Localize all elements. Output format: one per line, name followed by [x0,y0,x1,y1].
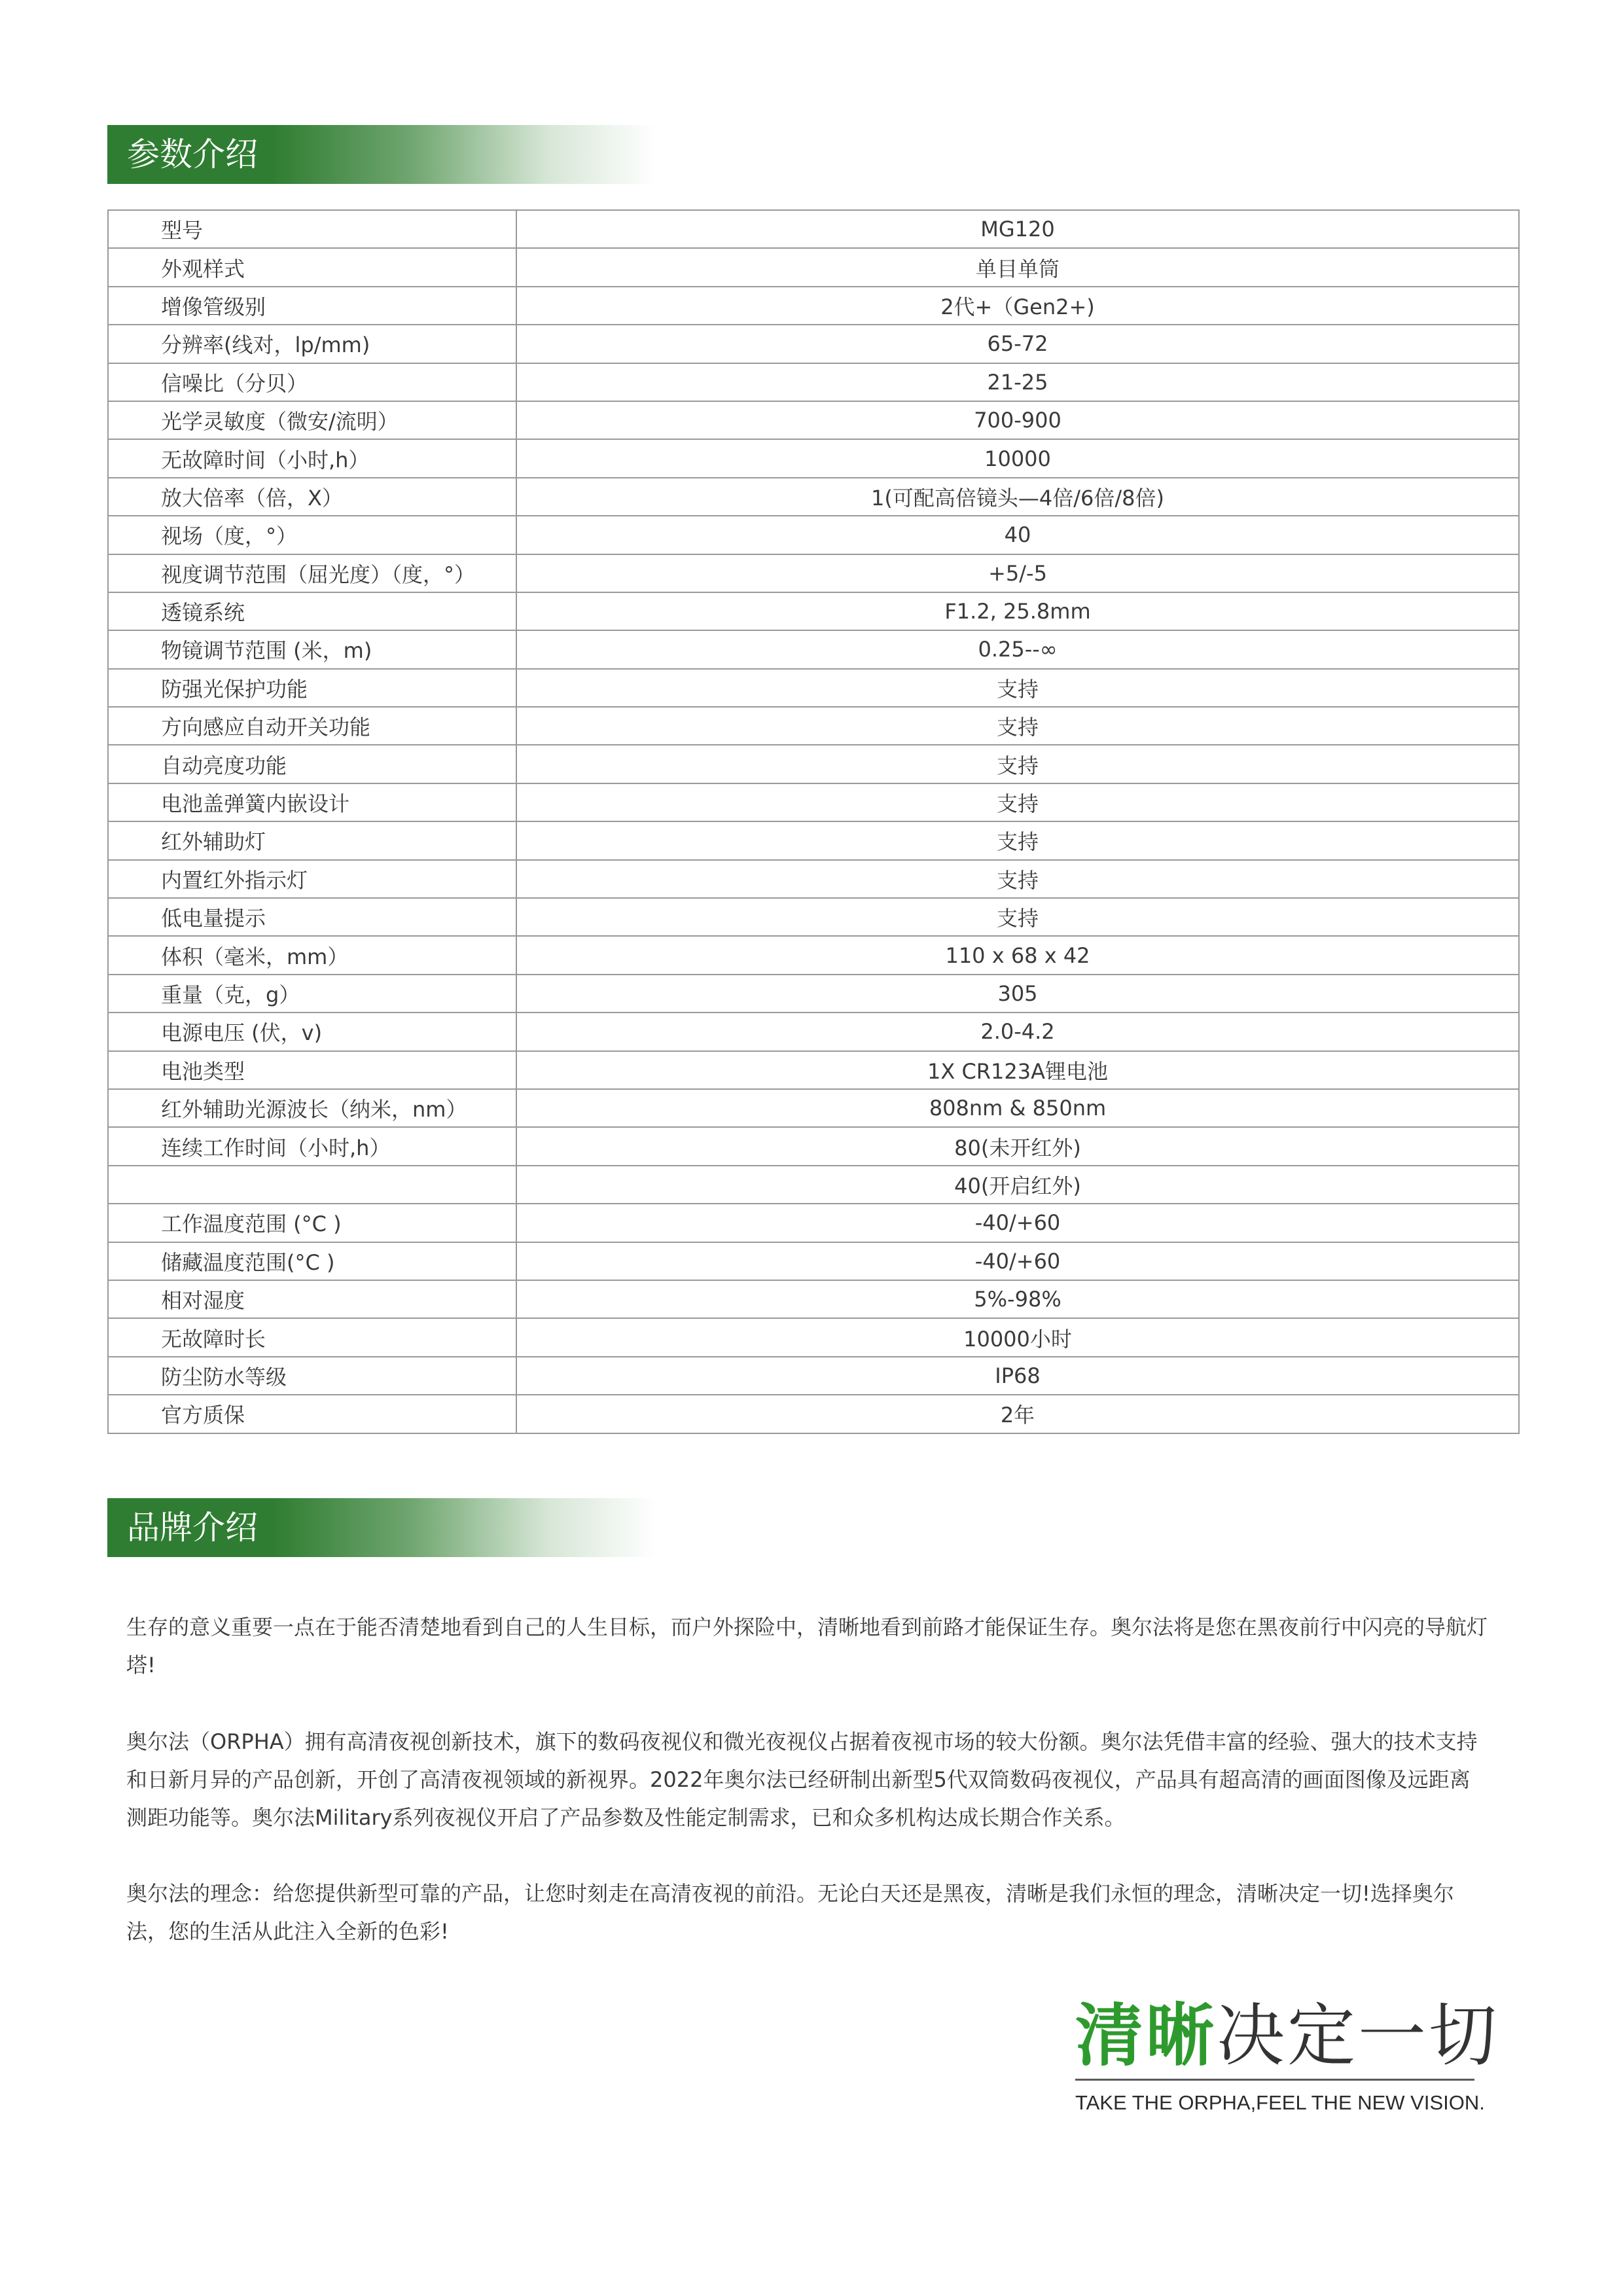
spec-label: 红外辅助光源波长（纳米，nm） [108,1089,516,1127]
spec-label: 增像管级别 [108,287,516,325]
spec-value: F1.2, 25.8mm [516,592,1519,630]
table-row [108,401,1519,439]
spec-value: 支持 [516,898,1519,936]
slogan-subtitle: TAKE THE ORPHA,FEEL THE NEW VISION. [1075,2091,1485,2114]
table-row [108,592,1519,630]
spec-label: 物镜调节范围 (米，m) [108,630,516,668]
spec-value: 10000 [516,439,1519,477]
table-row [108,898,1519,936]
spec-value: 1X CR123A锂电池 [516,1051,1519,1089]
spec-label: 连续工作时间（小时,h） [108,1127,516,1165]
spec-label: 红外辅助灯 [108,821,516,859]
table-row [108,439,1519,477]
spec-label: 官方质保 [108,1395,516,1433]
spec-value: 支持 [516,745,1519,783]
spec-label: 无故障时长 [108,1318,516,1356]
spec-value: 80(未开红外) [516,1127,1519,1165]
spec-label: 方向感应自动开关功能 [108,707,516,745]
spec-value: 2代+（Gen2+) [516,287,1519,325]
spec-value: 5%-98% [516,1280,1519,1318]
spec-value: 40(开启红外) [516,1166,1519,1204]
spec-value: 10000小时 [516,1318,1519,1356]
spec-label: 电池盖弹簧内嵌设计 [108,783,516,821]
table-row [108,1357,1519,1395]
specs-section-title: 参数介绍 [107,125,657,184]
table-row [108,1051,1519,1089]
table-row [108,975,1519,1013]
spec-label: 内置红外指示灯 [108,860,516,898]
spec-label: 防强光保护功能 [108,669,516,707]
brand-section-title: 品牌介绍 [107,1498,657,1557]
table-row [108,860,1519,898]
specs-table [107,209,1520,1434]
spec-value: MG120 [516,210,1519,248]
spec-label: 外观样式 [108,248,516,286]
spec-value: 40 [516,516,1519,554]
table-row [108,1166,1519,1204]
spec-label: 无故障时间（小时,h） [108,439,516,477]
table-row [108,478,1519,516]
table-row [108,630,1519,668]
brand-paragraph-2: 奥尔法（ORPHA）拥有高清夜视创新技术，旗下的数码夜视仪和微光夜视仪占据着夜视市场的较大份额。奥尔法凭借丰富的经验、强大的技术支持和日新月异的产品创新，开创了高清夜视领域的新视界。2022年奥尔法已经研制出新型5代双筒数码夜视仪，产品具有超高清的画面图像及远距离测距功能等。奥尔法Military系列夜视仪开启了产品参数及性能定制需求，已和众多机构达成长期合作关系。 [126,1729,1478,1830]
table-row [108,1089,1519,1127]
spec-value: -40/+60 [516,1242,1519,1280]
spec-label: 型号 [108,210,516,248]
spec-value: 支持 [516,707,1519,745]
table-row [108,783,1519,821]
spec-label: 放大倍率（倍，X） [108,478,516,516]
table-row [108,1280,1519,1318]
spec-label: 透镜系统 [108,592,516,630]
spec-value: 1(可配高倍镜头—4倍/6倍/8倍) [516,478,1519,516]
spec-value: 单目单筒 [516,248,1519,286]
spec-label: 防尘防水等级 [108,1357,516,1395]
table-row [108,1204,1519,1242]
spec-label: 重量（克，g） [108,975,516,1013]
table-row [108,287,1519,325]
spec-value: 支持 [516,783,1519,821]
spec-value: 支持 [516,860,1519,898]
table-row [108,325,1519,363]
spec-label: 自动亮度功能 [108,745,516,783]
table-row [108,363,1519,401]
table-row [108,707,1519,745]
spec-label: 电源电压 (伏，v) [108,1013,516,1050]
spec-value: -40/+60 [516,1204,1519,1242]
spec-value: IP68 [516,1357,1519,1395]
table-row [108,1013,1519,1050]
slogan-dark-text: 决定一切 [1217,1996,1500,2075]
spec-label: 低电量提示 [108,898,516,936]
spec-value: 2年 [516,1395,1519,1433]
spec-value: 700-900 [516,401,1519,439]
table-row [108,1127,1519,1165]
slogan [1075,1996,1500,2115]
spec-label: 储藏温度范围(°C ) [108,1242,516,1280]
spec-value: 110 x 68 x 42 [516,936,1519,974]
slogan-title [1075,1996,1500,2081]
spec-label: 分辨率(线对，lp/mm) [108,325,516,363]
spec-value: 支持 [516,821,1519,859]
spec-label [108,1166,516,1204]
spec-label: 视度调节范围（屈光度）（度，°） [108,554,516,592]
spec-label: 体积（毫米，mm） [108,936,516,974]
spec-value: 65-72 [516,325,1519,363]
table-row [108,936,1519,974]
table-row [108,821,1519,859]
spec-value: 支持 [516,669,1519,707]
spec-label: 信噪比（分贝） [108,363,516,401]
table-row [108,516,1519,554]
table-row [108,1395,1519,1433]
spec-value: 21-25 [516,363,1519,401]
spec-value: 808nm & 850nm [516,1089,1519,1127]
table-row [108,745,1519,783]
spec-label: 工作温度范围 (°C ) [108,1204,516,1242]
spec-label: 视场（度，°） [108,516,516,554]
table-row [108,1318,1519,1356]
spec-label: 相对湿度 [108,1280,516,1318]
table-row [108,1242,1519,1280]
table-row [108,554,1519,592]
table-row [108,248,1519,286]
spec-value: +5/-5 [516,554,1519,592]
spec-value: 305 [516,975,1519,1013]
spec-value: 2.0-4.2 [516,1013,1519,1050]
brand-paragraph-3: 奥尔法的理念：给您提供新型可靠的产品，让您时刻走在高清夜视的前沿。无论白天还是黑夜，清晰是我们永恒的理念，清晰决定一切!选择奥尔法，您的生活从此注入全新的色彩! [126,1881,1454,1944]
slogan-green-text: 清晰 [1075,1996,1217,2075]
spec-label: 电池类型 [108,1051,516,1089]
spec-value: 0.25--∞ [516,630,1519,668]
brand-paragraph-1: 生存的意义重要一点在于能否清楚地看到自己的人生目标，而户外探险中，清晰地看到前路才能保证生存。奥尔法将是您在黑夜前行中闪亮的导航灯塔! [126,1615,1488,1677]
spec-label: 光学灵敏度（微安/流明） [108,401,516,439]
table-row [108,669,1519,707]
table-row [108,210,1519,248]
